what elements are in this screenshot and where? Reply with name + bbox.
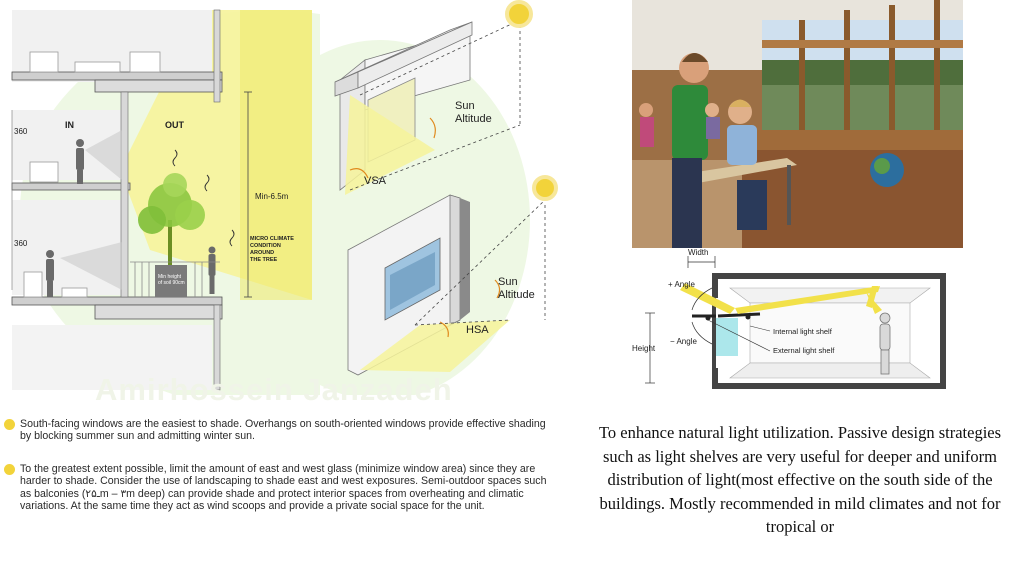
label-minus-angle: − Angle [670,337,697,346]
floor-beam-2 [95,305,222,319]
furniture-2 [75,62,120,72]
shading-drawing [320,0,580,395]
bullet-text-1: South-facing windows are the easiest to shade. Overhangs on south-oriented windows provide effective shading by blocking summer sun and admitting winter sun. [20,418,546,443]
shading-angle-diagrams [320,0,580,395]
label-out: OUT [165,120,184,130]
bullet-item-2 [0,463,560,543]
label-width: Width [688,248,709,257]
label-planter [158,274,185,286]
furniture-1 [30,52,58,72]
bullet-dot-icon [4,464,15,475]
sun-label-top-line-2: Altitude [455,113,492,125]
roof-beam [95,80,222,92]
glass-panel [716,318,738,356]
column-right-upper [214,10,220,102]
floor-slab-2 [12,297,222,305]
micro-climate-line-4: THE TREE [250,257,278,263]
light-shelf-drawing [630,248,970,393]
vertical-fin [460,198,470,320]
column-left [121,92,128,297]
internal-shelf [718,314,760,316]
building-section-diagram [0,0,320,395]
bullet-text-2: To the greatest extent possible, limit the amount of east and west glass (minimize window area) since they are harder to shade. Consider the use of landscaping to shade east and west exposures. Semi-outdoor spaces such as balconies (۲ـ۵m – ۳m deep) can provide shade and protect interior spaces from overheating and climatic variations. At the same time they act as wind scoops and provide a private social space for the unit. [20,463,547,513]
label-dimension-lower: 360 [14,239,28,248]
floor-slab-1 [12,183,130,190]
label-external-shelf: External light shelf [773,346,835,355]
planter-line-2: of soil 90cm [158,280,185,286]
sun-icon-top [507,2,531,26]
classroom-photo [632,0,963,248]
watermark-text: Amirhossein Janzadeh [95,372,453,407]
label-sun-altitude-top [455,100,492,126]
label-min-height: Min-6.5m [255,192,289,201]
planter-line-1: Min height [158,274,182,280]
micro-climate-line-1: MICRO CLIMATE [250,236,294,242]
light-shelf-diagram [630,248,970,393]
classroom-photo-illustration [632,0,963,248]
label-in: IN [65,120,74,130]
sun-label-bottom-line-2: Altitude [498,289,535,301]
label-hsa: HSA [466,324,489,336]
label-vsa: VSA [364,175,387,187]
sun-label-bottom-line-1: Sun [498,276,518,288]
bullet-dot-icon [4,419,15,430]
furniture-5 [62,288,87,297]
label-micro-climate [250,236,294,264]
furniture-4 [30,162,58,182]
label-height: Height [632,344,656,353]
person-upper [76,139,84,184]
sun-icon-bottom [534,177,556,199]
light-shelf-description: To enhance natural light utilization. Passive design strategies such as light shelves are very useful for deeper and uniform distribution of light(most effective on the south side of the buildings. Mostly recommended in mild climates and not for tropical or [598,423,1002,536]
label-internal-shelf: Internal light shelf [773,327,832,336]
micro-climate-line-3: AROUND [250,250,275,256]
label-plus-angle: + Angle [668,280,695,289]
sun-label-top-line-1: Sun [455,100,475,112]
label-sun-altitude-bottom [498,276,535,302]
micro-climate-line-2: CONDITION [250,243,281,249]
bullet-item-1 [0,418,560,448]
roof-slab [12,72,222,80]
furniture-3 [130,52,160,72]
label-dimension-upper: 360 [14,127,28,136]
chair [24,272,42,297]
